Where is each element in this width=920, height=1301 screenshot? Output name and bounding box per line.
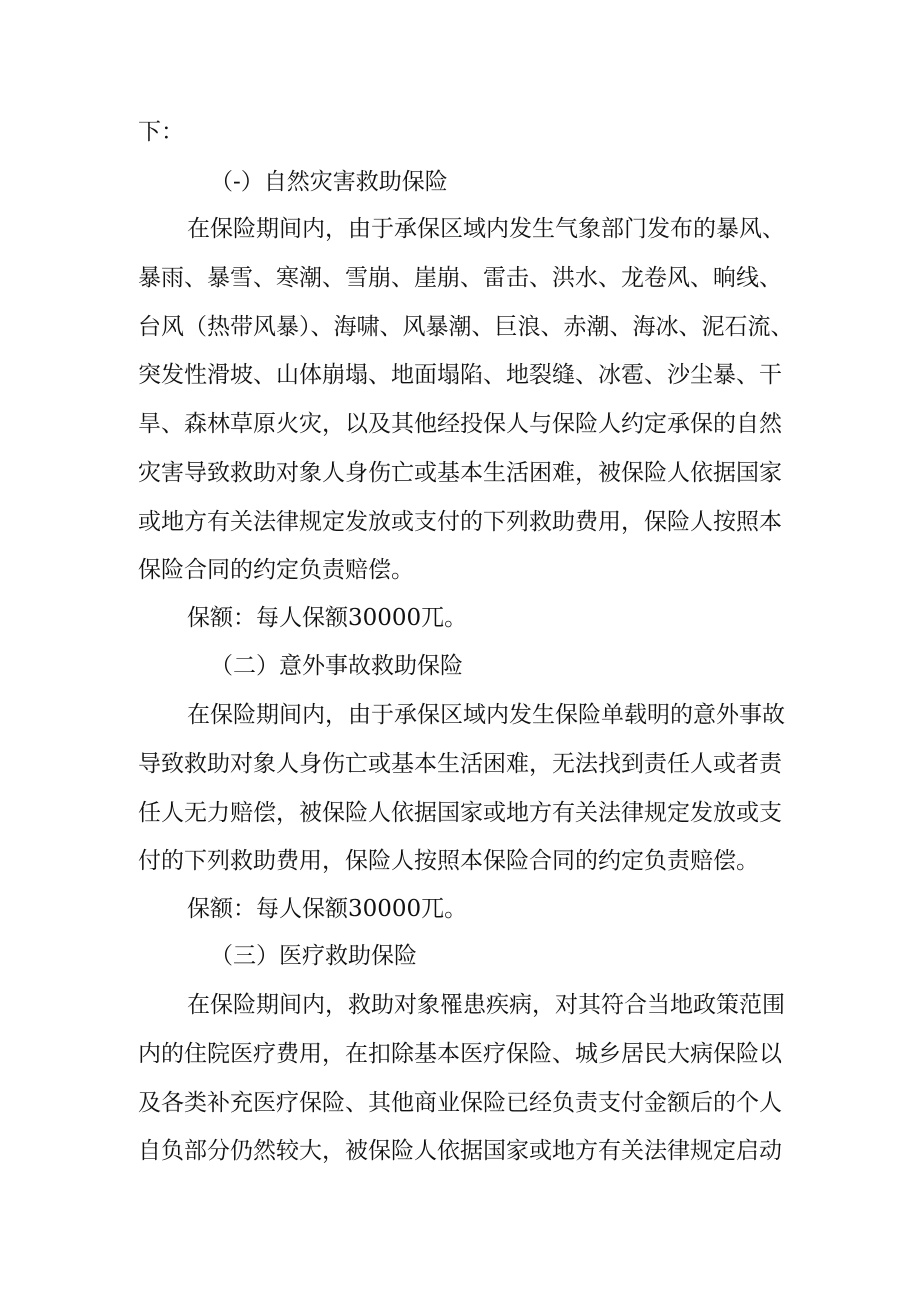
paragraph-line: 任人无力赔偿，被保险人依据国家或地方有关法律规定发放或支 — [138, 800, 782, 826]
paragraph-line: 付的下列救助费用，保险人按照本保险合同的约定负责赔偿。 — [138, 848, 759, 874]
paragraph-line: 自负部分仍然较大，被保险人依据国家或地方有关法律规定启动 — [138, 1138, 782, 1164]
paragraph-line: 暴雨、暴雪、寒潮、雪崩、崖崩、雷击、洪水、龙卷风、晌线、 — [138, 265, 782, 291]
paragraph-line: 保险合同的约定负责赔偿。 — [138, 557, 414, 583]
paragraph-line: 或地方有关法律规定发放或支付的下列救助费用，保险人按照本 — [138, 509, 782, 535]
paragraph-line: 突发性滑坡、山体崩塌、地面塌陷、地裂缝、冰雹、沙尘暴、干 — [138, 362, 782, 388]
paragraph-line: 导致救助对象人身伤亡或基本生活困难，无法找到责任人或者责 — [138, 751, 782, 777]
paragraph-line: 旱、森林草原火灾，以及其他经投保人与保险人约定承保的自然 — [138, 411, 782, 437]
paragraph-line: 内的住院医疗费用，在扣除基本医疗保险、城乡居民大病保险以 — [138, 1041, 782, 1067]
text-line: 下： — [138, 119, 184, 145]
section-heading-natural-disaster: （-）自然灾害救助保险 — [210, 169, 448, 195]
paragraph-line: 在保险期间内，由于承保区域内发生保险单载明的意外事故 — [187, 702, 785, 728]
section-heading-medical: （三）医疗救助保险 — [210, 943, 417, 969]
section-heading-accident: （二）意外事故救助保险 — [210, 653, 463, 679]
paragraph-line: 台风（热带风暴）、海啸、风暴潮、巨浪、赤潮、海冰、泥石流、 — [138, 314, 794, 340]
coverage-amount-line: 保额：每人保额30000兀。 — [187, 896, 468, 922]
paragraph-line: 灾害导致救助对象人身伤亡或基本生活困难，被保险人依据国家 — [138, 460, 782, 486]
coverage-amount-line: 保额：每人保额30000兀。 — [187, 605, 468, 631]
paragraph-line: 在保险期间内，由于承保区域内发生气象部门发布的暴风、 — [187, 216, 785, 242]
paragraph-line: 在保险期间内，救助对象罹患疾病，对其符合当地政策范围 — [187, 992, 785, 1018]
paragraph-line: 及各类补充医疗保险、其他商业保险已经负责支付金额后的个人 — [138, 1090, 782, 1116]
